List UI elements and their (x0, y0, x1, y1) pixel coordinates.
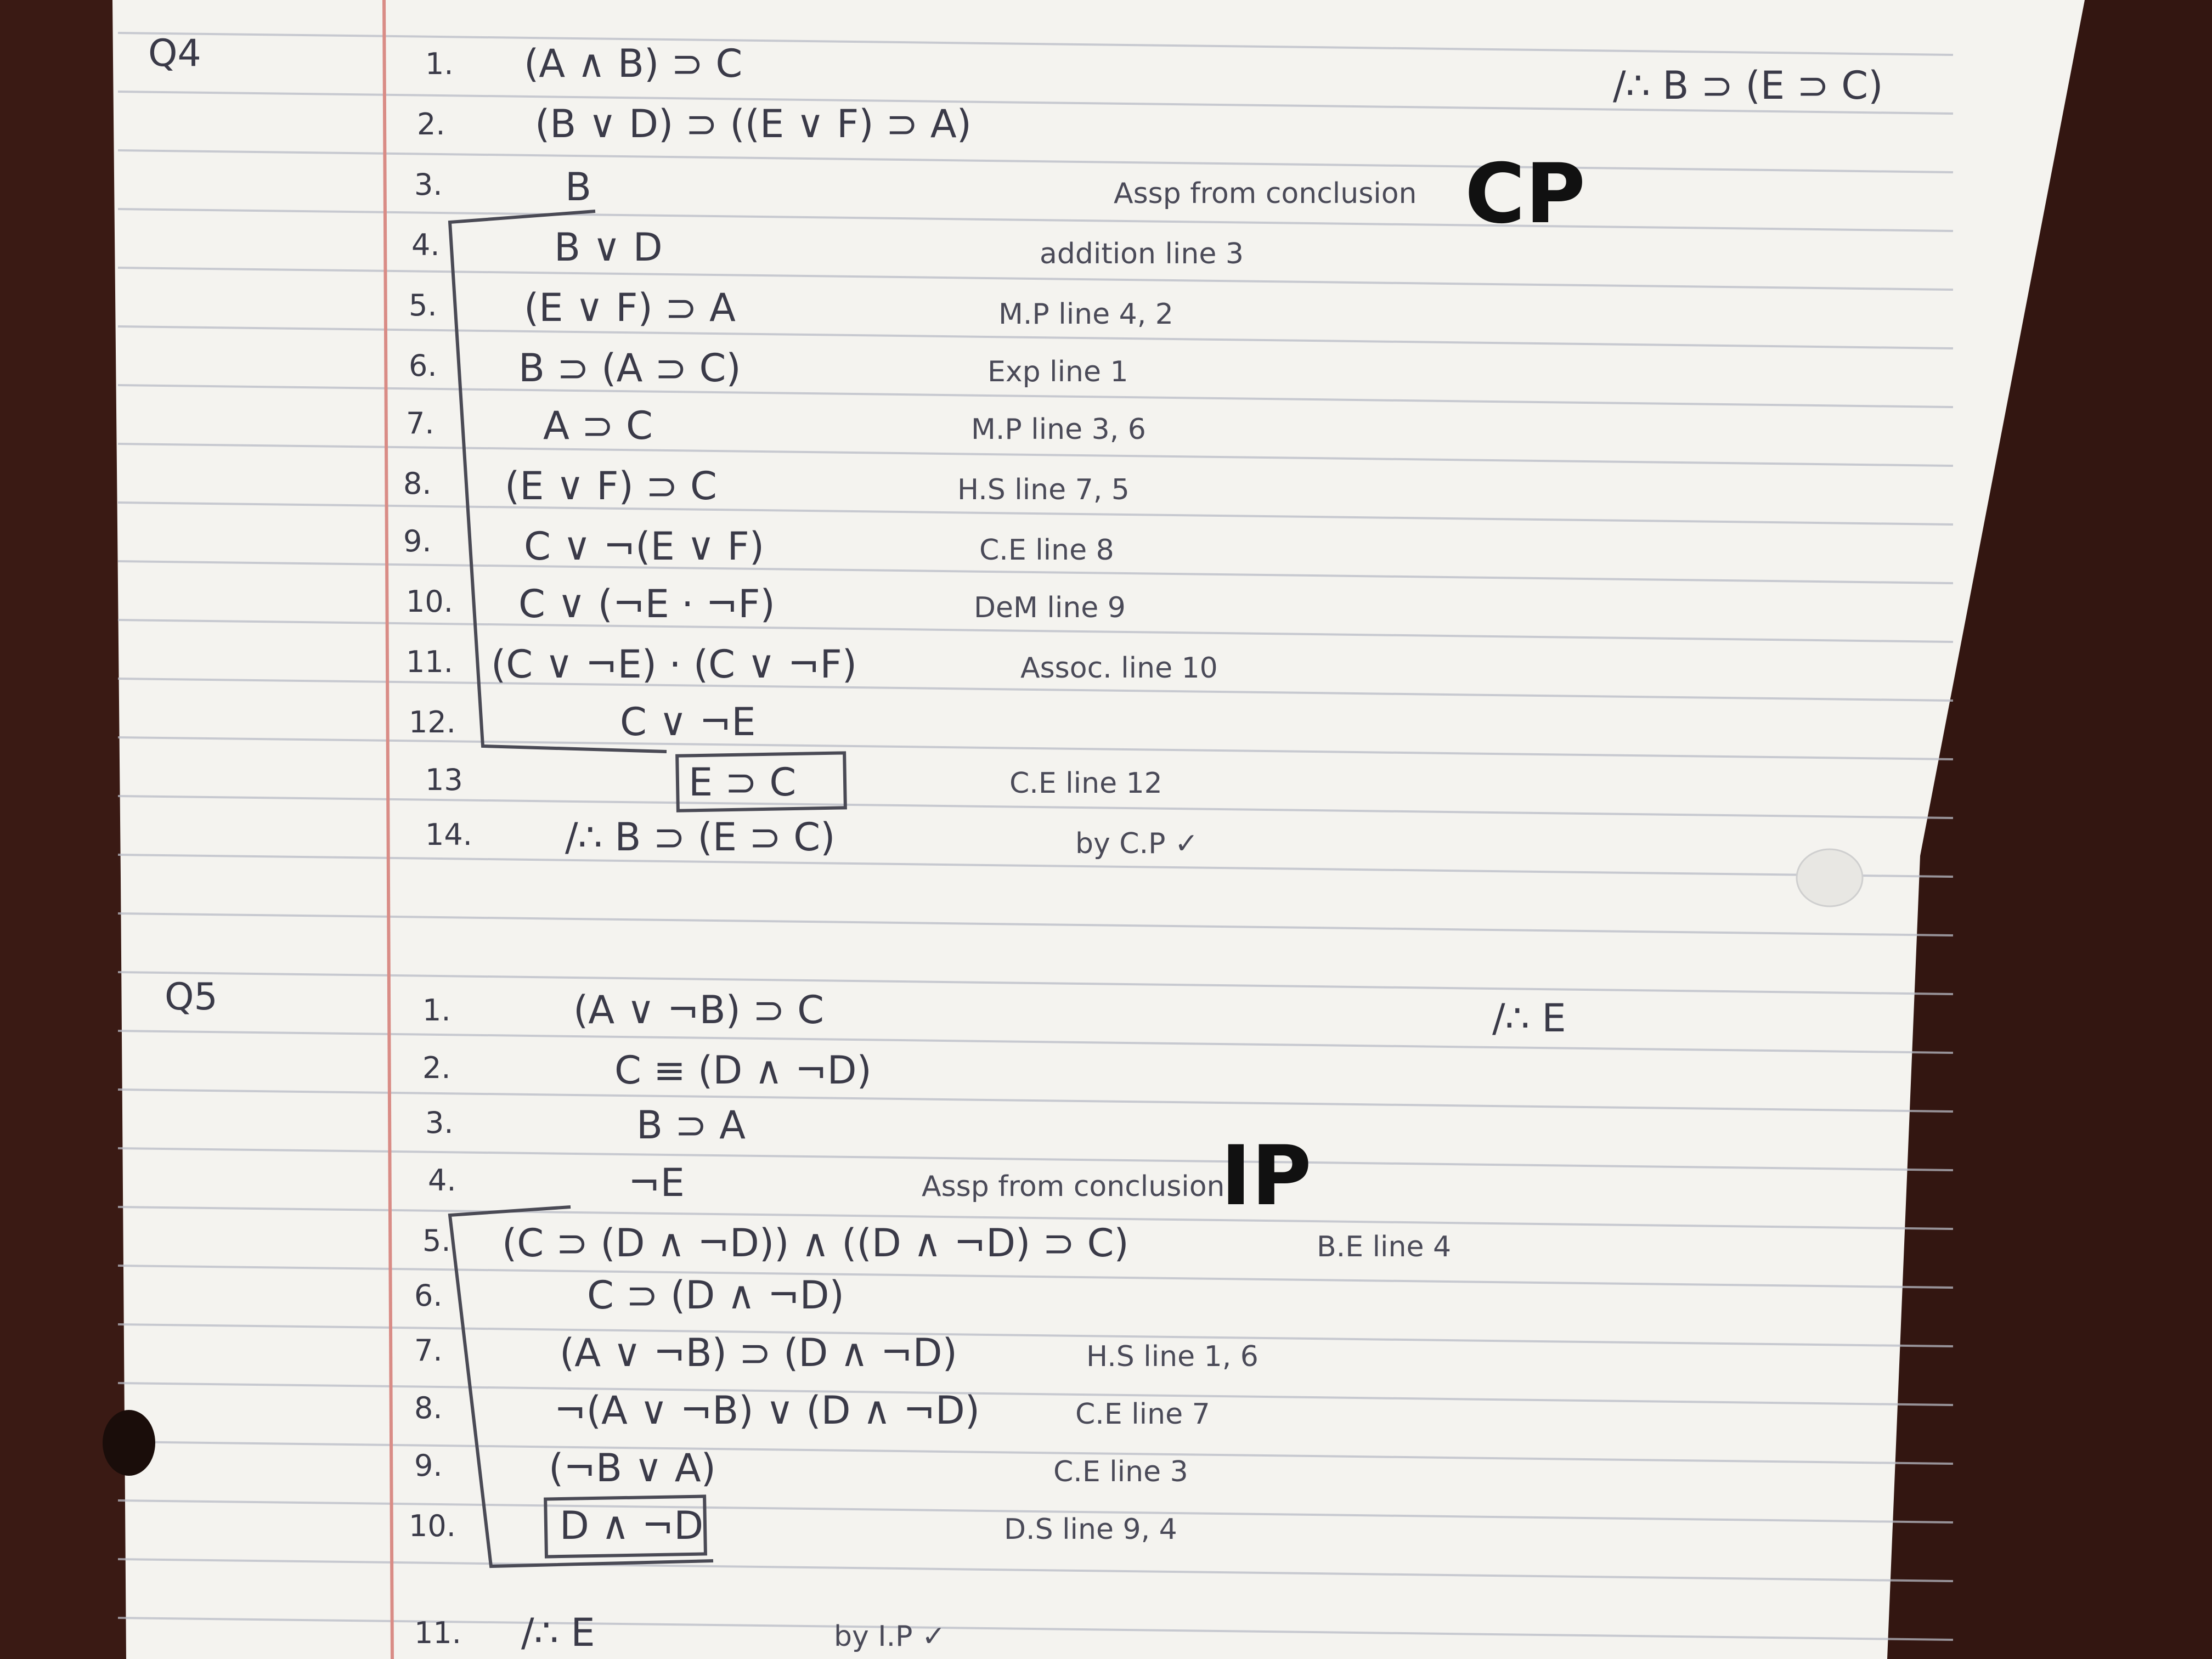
q4-formula-12: C ∨ ¬E (620, 699, 756, 744)
q5-formula-2: C ≡ (D ∧ ¬D) (614, 1048, 872, 1093)
q4-just-6: Exp line 1 (988, 356, 1128, 388)
q4-just-10: DeM line 9 (974, 591, 1126, 624)
q4-formula-6: B ⊃ (A ⊃ C) (518, 346, 741, 391)
q5-formula-3: B ⊃ A (636, 1103, 746, 1148)
q4-num-7: 7. (406, 406, 435, 441)
q4-just-3: Assp from conclusion (1114, 177, 1417, 210)
q5-formula-11: /∴ E (521, 1610, 595, 1655)
q5-num-1: 1. (422, 993, 451, 1028)
q5-just-5: B.E line 4 (1317, 1231, 1452, 1263)
q4-num-9: 9. (403, 524, 432, 558)
q5-just-11: by I.P ✓ (834, 1620, 946, 1653)
q4-formula-14: /∴ B ⊃ (E ⊃ C) (565, 815, 836, 860)
q5-num-9: 9. (414, 1448, 443, 1483)
q5-just-8: C.E line 7 (1075, 1398, 1210, 1431)
q4-formula-1: (A ∧ B) ⊃ C (524, 41, 743, 86)
q5-just-4: Assp from conclusion (922, 1170, 1225, 1203)
q5-formula-7: (A ∨ ¬B) ⊃ (D ∧ ¬D) (560, 1330, 957, 1375)
q4-num-14: 14. (425, 817, 472, 852)
q4-just-5: M.P line 4, 2 (998, 298, 1173, 331)
q5-num-7: 7. (414, 1333, 443, 1368)
q5-just-7: H.S line 1, 6 (1086, 1340, 1259, 1373)
q4-num-12: 12. (409, 705, 456, 740)
q4-conclusion: /∴ B ⊃ (E ⊃ C) (1613, 63, 1883, 108)
q4-formula-2: (B ∨ D) ⊃ ((E ∨ F) ⊃ A) (535, 101, 972, 146)
q5-num-4: 4. (428, 1163, 456, 1198)
q5-num-2: 2. (422, 1051, 451, 1085)
q5-just-9: C.E line 3 (1053, 1455, 1188, 1488)
q4-just-8: H.S line 7, 5 (957, 473, 1130, 506)
q4-formula-7: A ⊃ C (543, 403, 653, 448)
q4-formula-11: (C ∨ ¬E) · (C ∨ ¬F) (491, 642, 857, 687)
binder-hole-top (1797, 849, 1863, 906)
q4-formula-8: (E ∨ F) ⊃ C (505, 464, 717, 509)
q4-num-3: 3. (414, 167, 443, 202)
q4-just-11: Assoc. line 10 (1020, 652, 1218, 685)
q5-num-3: 3. (425, 1105, 454, 1140)
q4-num-4: 4. (411, 228, 440, 262)
q5-formula-1: (A ∨ ¬B) ⊃ C (573, 988, 824, 1032)
binder-hole-left (103, 1410, 155, 1476)
q4-just-4: addition line 3 (1040, 238, 1244, 270)
q4-num-10: 10. (406, 584, 453, 619)
q5-num-11: 11. (414, 1616, 461, 1650)
q5-formula-5: (C ⊃ (D ∧ ¬D)) ∧ ((D ∧ ¬D) ⊃ C) (502, 1221, 1129, 1266)
q5-just-10: D.S line 9, 4 (1004, 1513, 1177, 1546)
q5-conclusion: /∴ E (1492, 996, 1566, 1041)
q4-just-9: C.E line 8 (979, 534, 1114, 567)
q4-formula-4: B ∨ D (554, 225, 663, 270)
q4-just-13: C.E line 12 (1009, 767, 1163, 800)
q5-formula-8: ¬(A ∨ ¬B) ∨ (D ∧ ¬D) (554, 1388, 980, 1433)
q4-num-8: 8. (403, 466, 432, 501)
q5-num-6: 6. (414, 1278, 443, 1313)
q5-formula-10: D ∧ ¬D (560, 1503, 704, 1548)
q5-num-8: 8. (414, 1391, 443, 1425)
q5-formula-9: (¬B ∨ A) (549, 1446, 716, 1491)
q5-formula-4: ¬E (628, 1160, 685, 1205)
q4-formula-3: B (565, 165, 592, 210)
q4-num-6: 6. (409, 348, 437, 383)
q4-num-5: 5. (409, 288, 437, 323)
q4-num-13: 13 (425, 763, 463, 797)
q4-num-2: 2. (417, 107, 445, 142)
q4-formula-5: (E ∨ F) ⊃ A (524, 285, 736, 330)
q5-formula-6: C ⊃ (D ∧ ¬D) (587, 1273, 844, 1318)
q4-num-1: 1. (425, 47, 454, 81)
q4-just-7: M.P line 3, 6 (971, 413, 1146, 446)
q4-num-11: 11. (406, 645, 453, 679)
q5-num-5: 5. (422, 1223, 451, 1258)
q4-just-14: by C.P ✓ (1075, 827, 1199, 860)
q5-label: Q5 (165, 975, 218, 1019)
q4-method-tag: CP (1465, 146, 1586, 242)
q5-method-tag: IP (1221, 1128, 1312, 1224)
q5-num-10: 10. (409, 1509, 456, 1543)
q4-formula-13: E ⊃ C (689, 760, 797, 805)
q4-formula-9: C ∨ ¬(E ∨ F) (524, 524, 765, 569)
q4-label: Q4 (148, 32, 201, 75)
q4-formula-10: C ∨ (¬E · ¬F) (518, 582, 775, 627)
